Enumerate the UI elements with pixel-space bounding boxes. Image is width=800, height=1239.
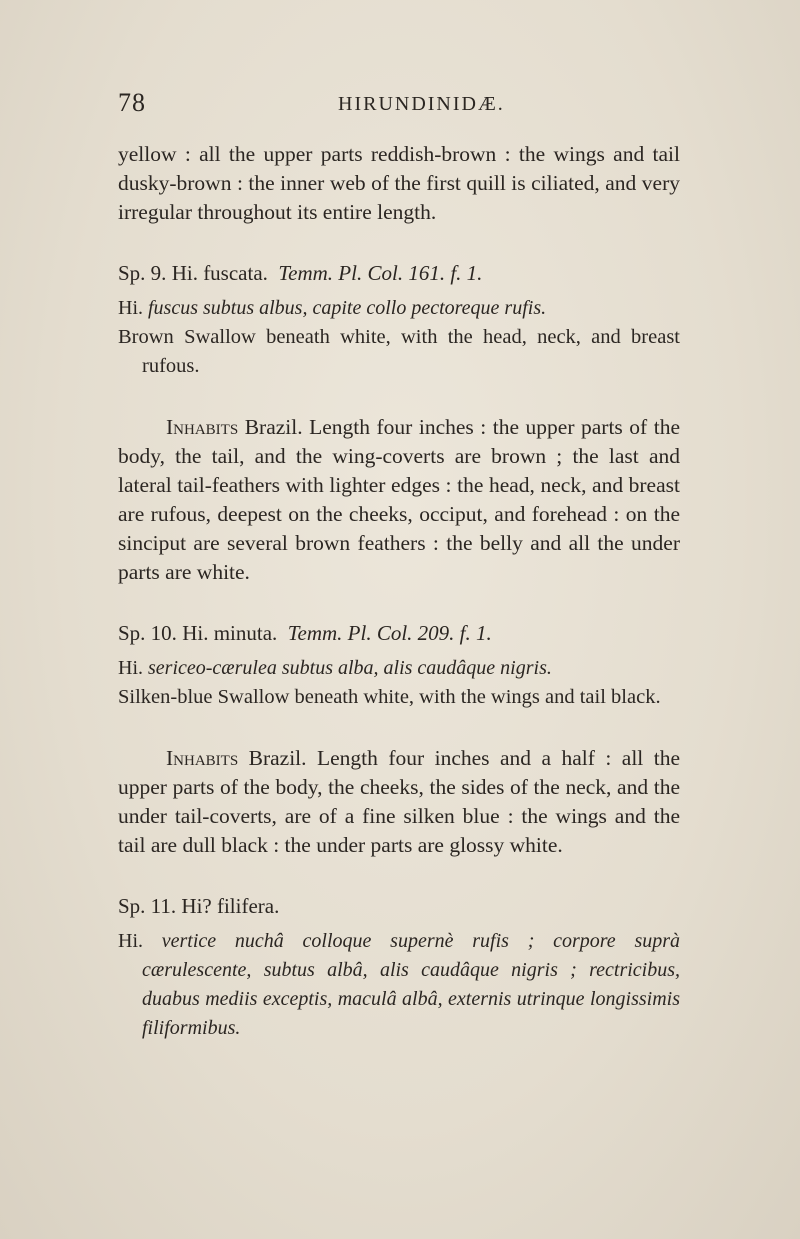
species-9-description-text: Brazil. Length four inches : the upper parts of the body, the tail, and the wing-coverts are brown ; the last and lateral tail-feathers with lighter edges : the head, neck, and breast are rufous, deepest on the cheeks, occiput, and forehead : on the sinciput are several brown feathers : the belly and all the under parts are white. bbox=[118, 415, 680, 584]
page-content bbox=[118, 140, 680, 1043]
species-10-english-diagnosis: Silken-blue Swallow beneath white, with the wings and tail black. bbox=[118, 686, 661, 708]
species-10-latin-text: sericeo-cærulea subtus alba, alis caudâque nigris. bbox=[148, 657, 552, 679]
species-9-reference: Temm. Pl. Col. 161. f. 1. bbox=[278, 261, 483, 285]
species-9-latin-text: fuscus subtus albus, capite collo pectoreque rufis. bbox=[148, 297, 547, 319]
species-10-description-text: Brazil. Length four inches and a half : all the upper parts of the body, the cheeks, the sides of the neck, and the under tail-coverts, are of a fine silken blue : the wings and the tail are dull black : the under parts are glossy white. bbox=[118, 746, 680, 857]
species-10-heading bbox=[118, 619, 680, 648]
species-10-number: Sp. 10. bbox=[118, 621, 177, 645]
species-10-latin-diagnosis bbox=[118, 654, 680, 683]
species-10-description bbox=[118, 744, 680, 860]
species-10-reference: Temm. Pl. Col. 209. f. 1. bbox=[287, 621, 492, 645]
species-10-inhabits: Inhabits bbox=[166, 746, 239, 770]
species-9-latin-diagnosis bbox=[118, 294, 680, 323]
species-10-name: Hi. minuta. bbox=[182, 621, 278, 645]
species-9-latin-abbr: Hi. bbox=[118, 297, 143, 319]
species-11-latin-text: vertice nuchâ colloque supernè rufis ; corpore suprà cærulescente, subtus albâ, alis caudâque nigris ; rectricibus, duabus mediis exceptis, maculâ albâ, externis utrinque longissimis filiformibus. bbox=[142, 930, 681, 1039]
species-9-inhabits: Inhabits bbox=[166, 415, 239, 439]
intro-paragraph: yellow : all the upper parts reddish-brown : the wings and tail dusky-brown : the inner web of the first quill is ciliated, and very irregular throughout its entire length. bbox=[118, 142, 680, 224]
species-11-heading bbox=[118, 892, 680, 921]
species-9-english-diagnosis: Brown Swallow beneath white, with the head, neck, and breast rufous. bbox=[118, 326, 680, 377]
species-11-name: Hi? filifera. bbox=[181, 894, 280, 918]
species-11-latin-abbr: Hi. bbox=[118, 930, 143, 952]
running-head: HIRUNDINIDÆ. bbox=[338, 93, 505, 115]
species-9-description bbox=[118, 413, 680, 587]
species-9-heading bbox=[118, 259, 680, 288]
species-9-number: Sp. 9. bbox=[118, 261, 167, 285]
page-header bbox=[0, 88, 800, 128]
species-11-latin-diagnosis bbox=[118, 927, 680, 1043]
page-number: 78 bbox=[118, 88, 146, 117]
species-10-latin-abbr: Hi. bbox=[118, 657, 143, 679]
species-9-name: Hi. fuscata. bbox=[171, 261, 268, 285]
species-11-number: Sp. 11. bbox=[118, 894, 177, 918]
